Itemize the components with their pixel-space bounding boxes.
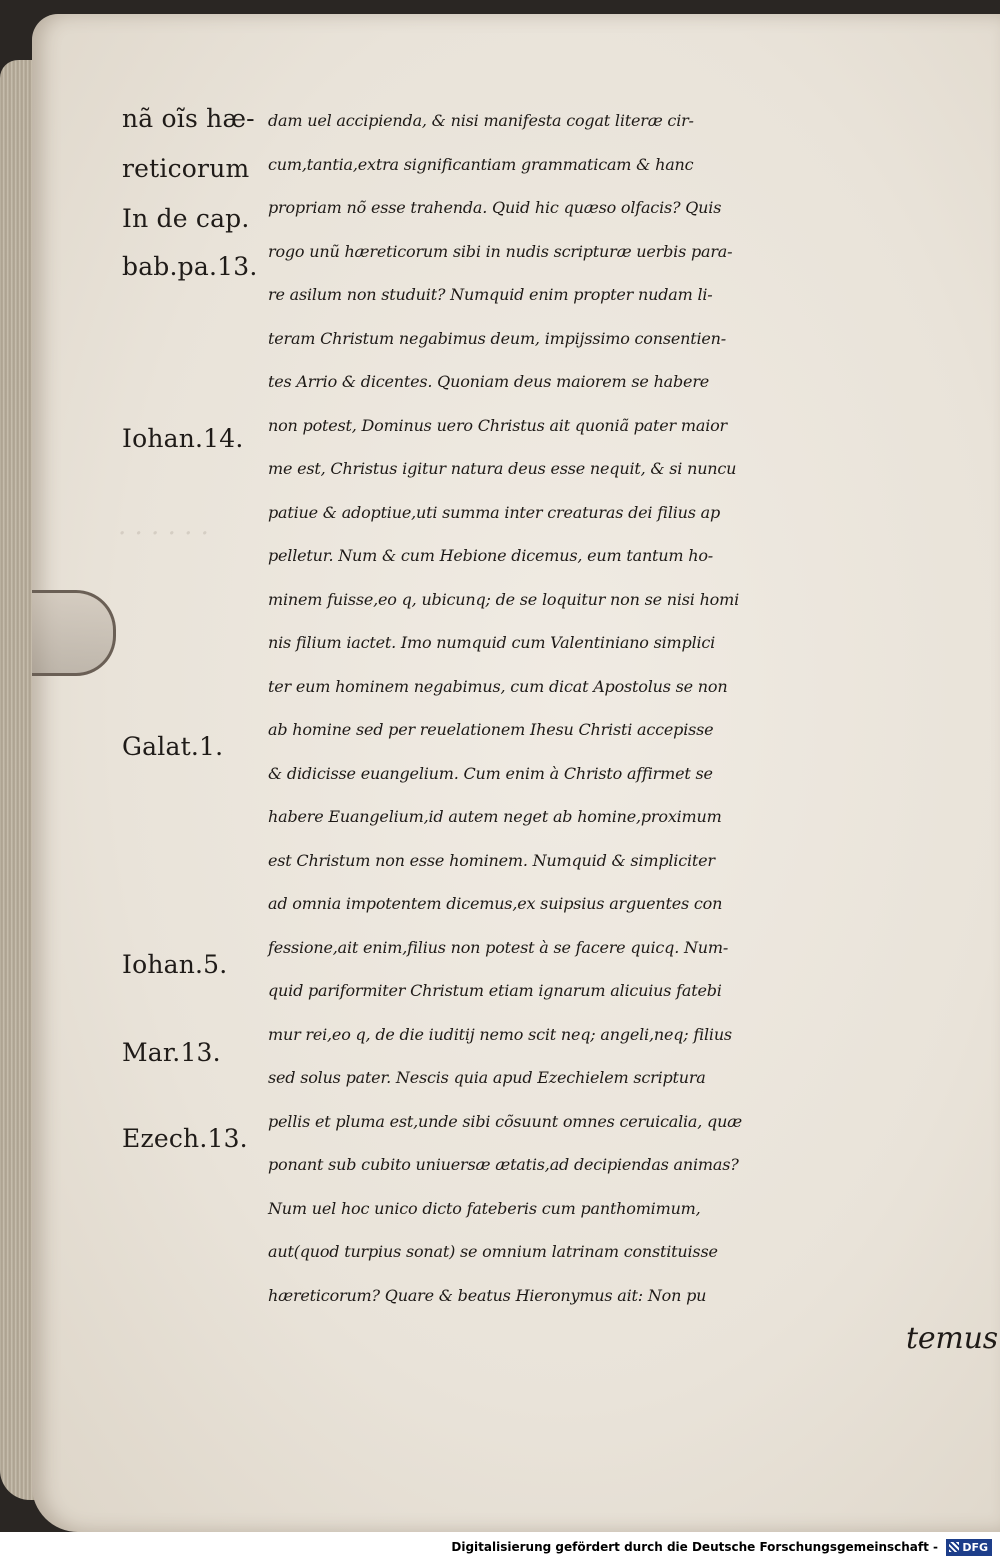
text-line: rogo unũ hæreticorum sibi in nudis scripturæ uerbis para- [268, 242, 733, 261]
text-line: patiue & adoptiue,uti summa inter creaturas dei filius ap [268, 503, 721, 522]
text-line: quid pariformiter Christum etiam ignarum alicuius fatebi [268, 981, 722, 1000]
text-line: ter eum hominem negabimus, cum dicat Apostolus se non [268, 677, 728, 696]
text-line: non potest, Dominus uero Christus ait quoniã pater maior [268, 416, 727, 435]
text-line: teram Christum negabimus deum, impijssimo consentien- [268, 329, 726, 348]
marginal-note: Iohan.5. [122, 950, 228, 979]
text-line: re asilum non studuit? Numquid enim propter nudam li- [268, 285, 713, 304]
marginal-note: reticorum [122, 154, 250, 183]
text-line: aut(quod turpius sonat) se omnium latrinam constituisse [268, 1242, 718, 1261]
marginal-note: Ezech.13. [122, 1124, 248, 1153]
show-through-text: . . . . . . [118, 511, 209, 541]
text-line: & didicisse euangelium. Cum enim à Christo affirmet se [268, 764, 713, 783]
text-line: ponant sub cubito uniuersæ ætatis,ad decipiendas animas? [268, 1155, 739, 1174]
text-line: sed solus pater. Nescis quia apud Ezechielem scriptura [268, 1068, 706, 1087]
text-line: minem fuisse,eo q, ubicunq; de se loquitur non se nisi homi [268, 590, 739, 609]
text-line: est Christum non esse hominem. Numquid & simpliciter [268, 851, 715, 870]
text-line: mur rei,eo q, de die iuditij nemo scit neq; angeli,neq; filius [268, 1025, 732, 1044]
marginal-note: nã oĩs hæ- [122, 104, 255, 133]
book-page [32, 14, 1000, 1532]
text-line: cum,tantia,extra significantiam grammaticam & hanc [268, 155, 694, 174]
text-line: hæreticorum? Quare & beatus Hieronymus ait: Non pu [268, 1286, 707, 1305]
text-line: dam uel accipienda, & nisi manifesta cogat literæ cir- [268, 111, 694, 130]
text-line: me est, Christus igitur natura deus esse nequit, & si nuncu [268, 459, 737, 478]
marginal-note: Iohan.14. [122, 424, 244, 453]
funding-credit: Digitalisierung gefördert durch die Deutsche Forschungsgemeinschaft - [451, 1540, 938, 1554]
marginal-note: In de cap. [122, 204, 250, 233]
marginal-note: bab.pa.13. [122, 252, 258, 281]
text-line: propriam nõ esse trahenda. Quid hic quæso olfacis? Quis [268, 198, 722, 217]
text-line: habere Euangelium,id autem neget ab homine,proximum [268, 807, 722, 826]
text-line: pelletur. Num & cum Hebione dicemus, eum tantum ho- [268, 546, 713, 565]
text-line: nis filium iactet. Imo numquid cum Valentiniano simplici [268, 633, 716, 652]
footer-bar [0, 1532, 1000, 1564]
marginal-note: Mar.13. [122, 1038, 221, 1067]
text-line: tes Arrio & dicentes. Quoniam deus maiorem se habere [268, 372, 710, 391]
text-line: ab homine sed per reuelationem Ihesu Christi accepisse [268, 720, 714, 739]
page-clip [32, 590, 116, 676]
marginal-note: Galat.1. [122, 732, 224, 761]
text-line: fessione,ait enim,filius non potest à se facere quicq. Num- [268, 938, 729, 957]
catchword: temus [906, 1321, 998, 1356]
text-line: pellis et pluma est,unde sibi cõsuunt omnes ceruicalia, quæ [268, 1112, 743, 1131]
dfg-logo-icon: DFG [946, 1539, 992, 1556]
text-line: Num uel hoc unico dicto fateberis cum panthomimum, [268, 1199, 701, 1218]
text-line: ad omnia impotentem dicemus,ex suipsius arguentes con [268, 894, 723, 913]
